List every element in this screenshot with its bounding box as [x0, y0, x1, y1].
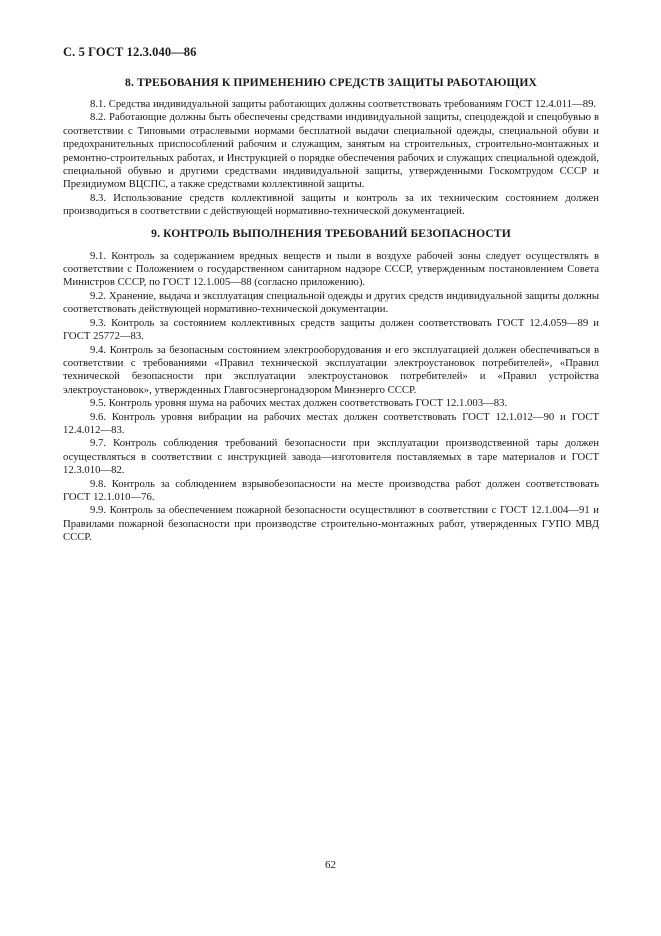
- paragraph-9-3: 9.3. Контроль за состоянием коллективных средств защиты должен соответствовать ГОСТ 12.4.059—89 и ГОСТ 25772—83.: [63, 316, 599, 343]
- paragraph-8-1: 8.1. Средства индивидуальной защиты работающих должны соответствовать требованиям ГОСТ 12.4.011—89.: [90, 98, 597, 110]
- section-9-title: 9. КОНТРОЛЬ ВЫПОЛНЕНИЯ ТРЕБОВАНИЙ БЕЗОПАСНОСТИ: [151, 226, 511, 240]
- section-8-title: 8. ТРЕБОВАНИЯ К ПРИМЕНЕНИЮ СРЕДСТВ ЗАЩИТЫ РАБОТАЮЩИХ: [125, 76, 537, 89]
- paragraph-9-2: 9.2. Хранение, выдача и эксплуатация специальной одежды и других средств индивидуальной защиты должны соответствовать действующей нормативно-технической документации.: [63, 289, 599, 316]
- paragraph-9-1: 9.1. Контроль за содержанием вредных веществ и пыли в воздухе рабочей зоны следует осуществлять в соответствии с Положением о государственном санитарном надзоре СССР, утвержденным постановлением Совета Министров СССР, по ГОСТ 12.1.005—88 (согласно приложению).: [63, 249, 599, 289]
- paragraph-8-3: 8.3. Использование средств коллективной защиты и контроль за их техническим состоянием должен производиться в соответствии с действующей нормативно-технической документацией.: [63, 191, 599, 218]
- paragraph-9-9: 9.9. Контроль за обеспечением пожарной безопасности осуществляют в соответствии с ГОСТ 12.1.004—91 и Правилами пожарной безопасности при производстве строительно-монтажных работ, утвержденных ГУПО МВД СССР.: [63, 504, 599, 544]
- paragraph-9-6: 9.6. Контроль уровня вибрации на рабочих местах должен соответствовать ГОСТ 12.1.012—90 и ГОСТ 12.4.012—83.: [63, 410, 599, 436]
- paragraph-9-7: 9.7. Контроль соблюдения требований безопасности при эксплуатации производственной тары должен осуществляться в соответствии с инструкцией завода—изготовителя поставляемых в таре материалов и ГОСТ 12.3.010—82.: [63, 437, 599, 477]
- paragraph-9-8: 9.8. Контроль за соблюдением взрывобезопасности на месте производства работ должен соответствовать ГОСТ 12.1.010—76.: [63, 477, 599, 503]
- page-number: 62: [325, 859, 336, 871]
- page-content: [63, 76, 599, 545]
- paragraph-9-5: 9.5. Контроль уровня шума на рабочих местах должен соответствовать ГОСТ 12.1.003—83.: [90, 397, 508, 410]
- paragraph-8-2: 8.2. Работающие должны быть обеспечены средствами индивидуальной защиты, спецодеждой и спецобувью в соответствии с Типовыми отраслевыми нормами бесплатной выдачи специальной одежды, специальной обуви и предохранительных приспособлений рабочим и служащим, занятым на строительных, строительно-монтажных и ремонтно-строительных работах, и Инструкцией о порядке обеспечения рабочих и служащих специальной одеждой, специальной обувью и другими средствами индивидуальной защиты, утвержденными Госкомтрудом СССР и Президиумом ВЦСПС, а также средствами коллективной защиты.: [63, 111, 599, 191]
- running-head: С. 5 ГОСТ 12.3.040—86: [63, 45, 197, 59]
- paragraph-9-4: 9.4. Контроль за безопасным состоянием электрооборудования и его эксплуатацией должен обеспечиваться в соответствии с требованиями «Правил технической эксплуатации электроустановок потребителей», «Правил технической безопасности при эксплуатации электроустановок потребителей» и «Правил устройства электроустановок», утвержденных Главгосэнергонадзором Минэнерго СССР.: [63, 343, 599, 396]
